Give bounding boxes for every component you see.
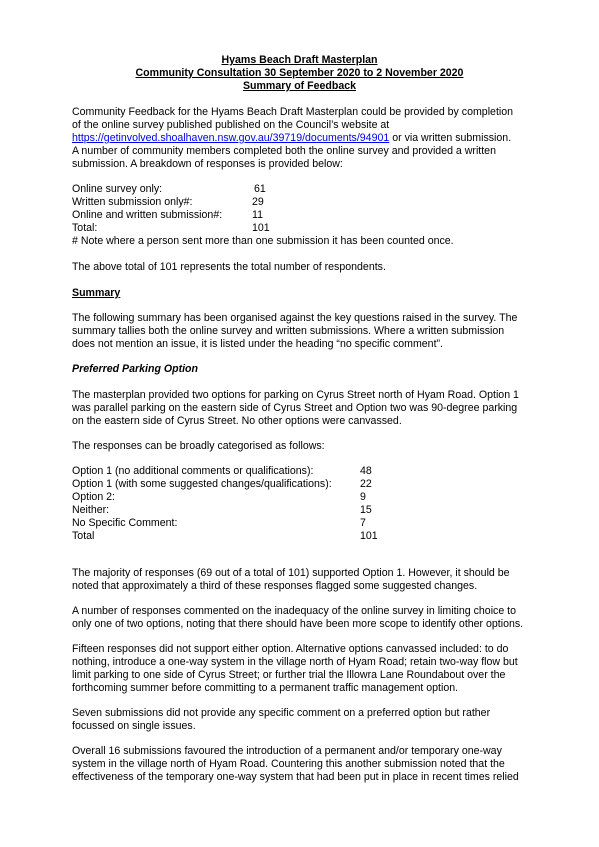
row-value: 22 (360, 478, 372, 490)
table-row (72, 517, 392, 530)
row-label: Online and written submission#: (72, 209, 223, 221)
parking-p1-line-3: on the eastern side of Cyrus Street. No other options were canvassed. (72, 415, 402, 427)
row-label: Online survey only: (72, 183, 163, 195)
row-label: Option 1 (with some suggested changes/qualifications): (72, 478, 332, 490)
table-row (72, 183, 372, 196)
row-value: 29 (252, 196, 264, 208)
parking-heading: Preferred Parking Option (72, 363, 198, 375)
parking-paragraph-6 (72, 707, 532, 733)
row-label: Written submission only#: (72, 196, 193, 208)
row-value: 15 (360, 504, 372, 516)
parking-paragraph-1 (72, 389, 532, 428)
table-row (72, 209, 372, 222)
parking-p3-line-1: The majority of responses (69 out of a total of 101) supported Option 1. However, it should be (72, 567, 510, 579)
parking-p7-line-2: system in the village north of Hyam Road. Countering this another submission noted that the (72, 758, 505, 770)
parking-paragraph-5 (72, 643, 532, 695)
row-value: 101 (360, 530, 378, 542)
parking-paragraph-7 (72, 745, 532, 784)
parking-paragraph-4 (72, 605, 532, 631)
parking-p6-line-2: focussed on single issues. (72, 720, 196, 732)
row-value: 11 (252, 209, 263, 221)
parking-p6-line-1: Seven submissions did not provide any specific comment on a preferred option but rather (72, 707, 491, 719)
summary-paragraph (72, 312, 532, 351)
survey-documents-link[interactable]: https://getinvolved.shoalhaven.nsw.gov.au/39719/documents/94901 (72, 132, 390, 144)
intro-line-2: of the online survey published published on the Council’s website at (72, 119, 390, 131)
parking-p5-line-4: forthcoming summer before committing to a permanent traffic management option. (72, 682, 459, 694)
row-label: Option 2: (72, 491, 115, 503)
title-line-1: Hyams Beach Draft Masterplan (221, 54, 378, 66)
parking-p7-line-3: effectiveness of the temporary one-way system that had been put in place in recent times relied (72, 771, 519, 783)
parking-options-table (72, 465, 392, 543)
parking-p1-line-2: was parallel parking on the eastern side of Cyrus Street and Option two was 90-degree parking (72, 402, 518, 414)
parking-p7-line-1: Overall 16 submissions favoured the introduction of a permanent and/or temporary one-way (72, 745, 502, 757)
row-value: 7 (360, 517, 366, 529)
table-row (72, 196, 372, 209)
table-row (72, 222, 372, 235)
row-label: Neither: (72, 504, 110, 516)
breakdown-note: # Note where a person sent more than one submission it has been counted once. (72, 235, 454, 247)
intro-line-3 (72, 132, 532, 145)
intro-line-3-tail: or via written submission. (389, 132, 512, 144)
intro-paragraph (72, 106, 532, 171)
response-breakdown-table (72, 183, 372, 235)
summary-line-2: summary tallies both the online survey and written submissions. Where a written submission (72, 325, 505, 337)
parking-p5-line-2: nothing, introduce a one-way system in the village north of Hyam Road; retain two-way flow but (72, 656, 518, 668)
table-row (72, 530, 392, 543)
row-label: No Specific Comment: (72, 517, 178, 529)
row-value: 61 (254, 183, 266, 195)
parking-p4-line-1: A number of responses commented on the inadequacy of the online survey in limiting choice to (72, 605, 517, 617)
total-respondents-note: The above total of 101 represents the total number of respondents. (72, 261, 386, 273)
row-label: Total: (72, 222, 98, 234)
table-row (72, 491, 392, 504)
parking-p1-line-1: The masterplan provided two options for parking on Cyrus Street north of Hyam Road. Option 1 (72, 389, 519, 401)
parking-p3-line-2: noted that approximately a third of these responses flagged some suggested changes. (72, 580, 478, 592)
parking-p5-line-3: limit parking to one side of Cyrus Street; or further trial the Illowra Lane Roundabout over the (72, 669, 506, 681)
row-label: Option 1 (no additional comments or qualifications): (72, 465, 314, 477)
parking-p5-line-1: Fifteen responses did not support either option. Alternative options canvassed included: to do (72, 643, 509, 655)
table-row (72, 465, 392, 478)
intro-line-4: A number of community members completed both the online survey and provided a written (72, 145, 496, 157)
title-line-2: Community Consultation 30 September 2020 to 2 November 2020 (135, 67, 464, 79)
summary-line-3: does not mention an issue, it is listed under the heading “no specific comment”. (72, 338, 443, 350)
parking-paragraph-3 (72, 567, 532, 593)
row-value: 9 (360, 491, 366, 503)
row-value: 101 (252, 222, 270, 234)
row-value: 48 (360, 465, 372, 477)
table-row (72, 504, 392, 517)
intro-line-5: submission. A breakdown of responses is provided below: (72, 158, 343, 170)
summary-line-1: The following summary has been organised against the key questions raised in the survey. The (72, 312, 518, 324)
intro-line-1: Community Feedback for the Hyams Beach Draft Masterplan could be provided by completion (72, 106, 514, 118)
parking-p4-line-2: only one of two options, noting that there should have been more scope to identify other options. (72, 618, 524, 630)
parking-paragraph-2: The responses can be broadly categorised as follows: (72, 440, 325, 452)
row-label: Total (72, 530, 95, 542)
title-line-3: Summary of Feedback (242, 80, 357, 92)
document-title (0, 54, 599, 93)
summary-heading: Summary (72, 287, 121, 299)
table-row (72, 478, 392, 491)
